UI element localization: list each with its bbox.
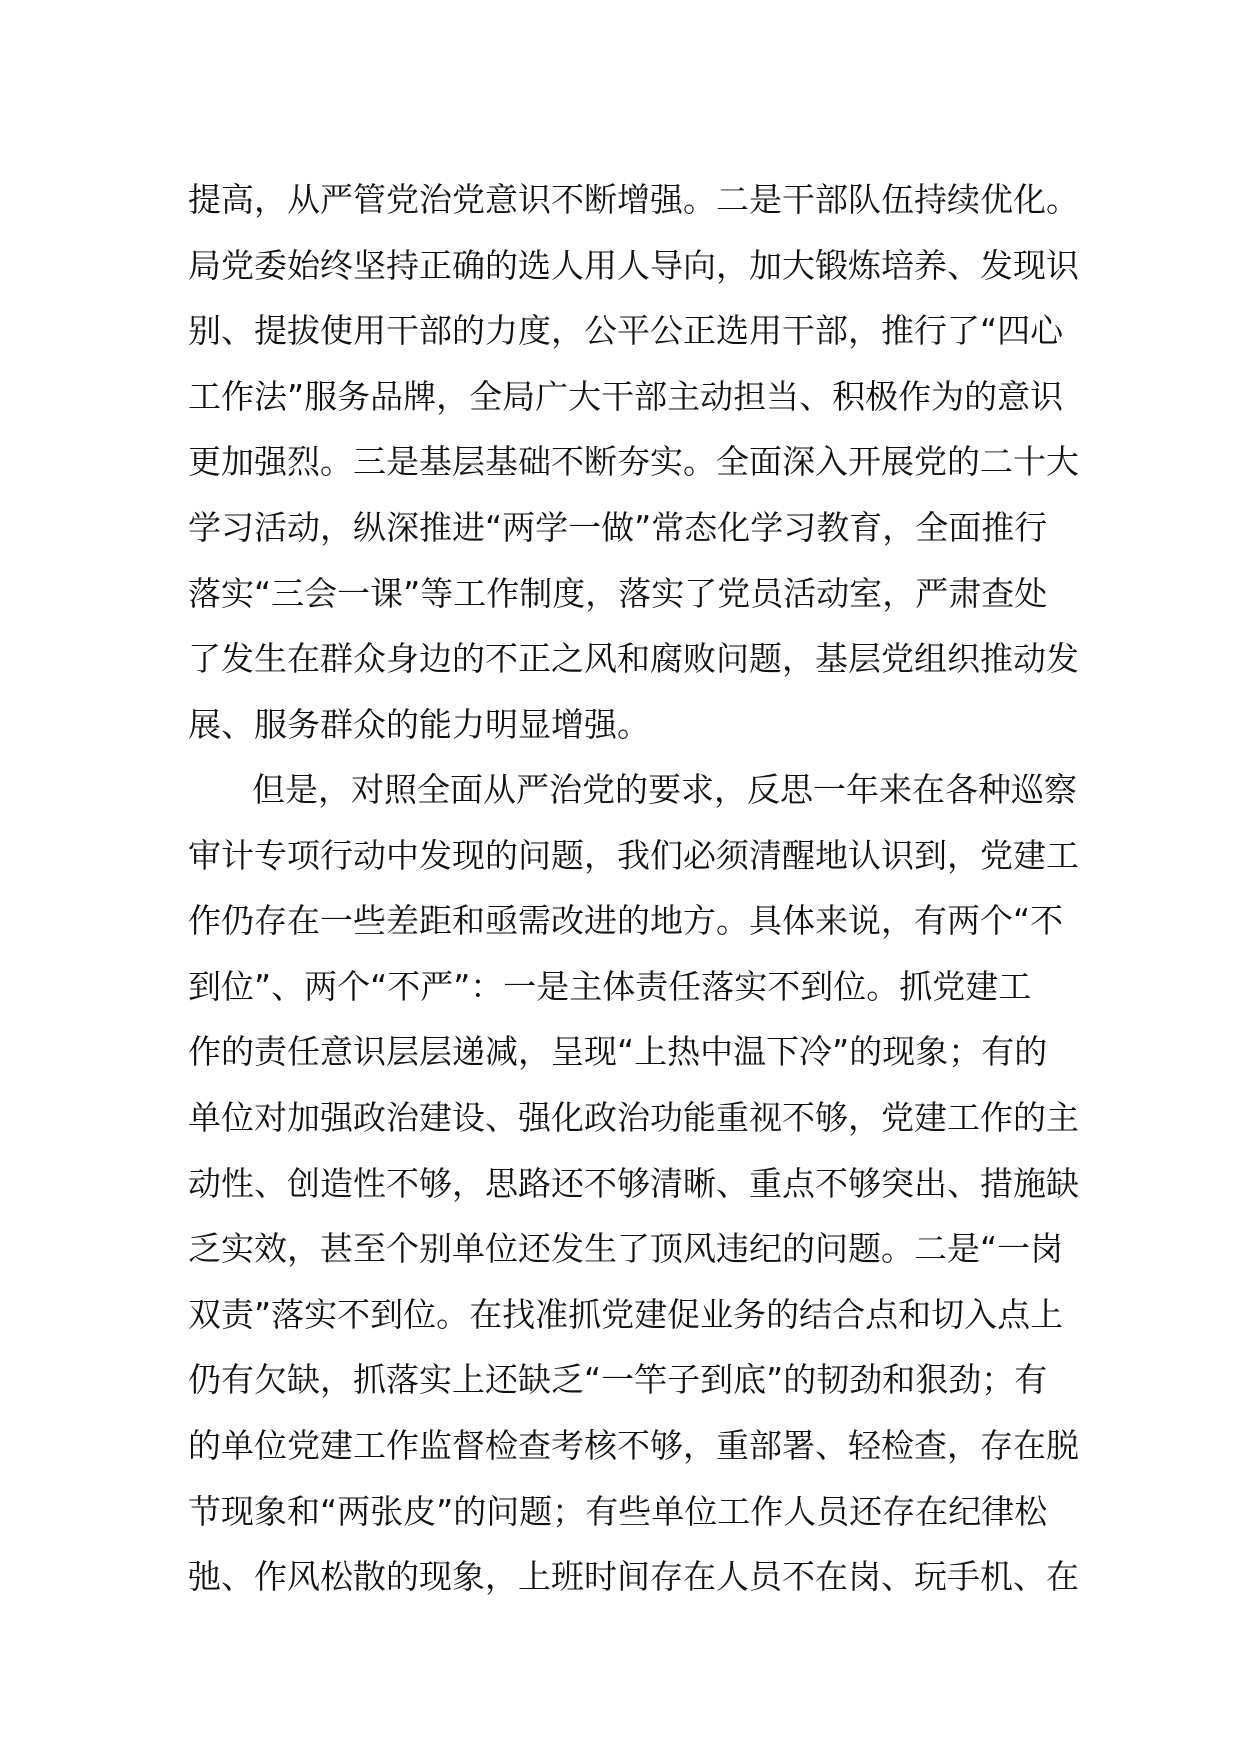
text-line: 作的责任意识层层递减，呈现“上热中温下冷”的现象；有的 xyxy=(188,1032,1048,1072)
text-line: 动性、创造性不够，思路还不够清晰、重点不够突出、措施缺 xyxy=(188,1163,1079,1203)
text-line: 作仍存在一些差距和亟需改进的地方。具体来说，有两个“不 xyxy=(188,901,1064,941)
text-line: 落实“三会一课”等工作制度，落实了党员活动室，严肃查处 xyxy=(188,573,1048,613)
text-line: 的单位党建工作监督检查考核不够，重部署、轻检查，存在脱 xyxy=(188,1425,1079,1465)
text-line: 展、服务群众的能力明显增强。 xyxy=(188,704,650,744)
text-line-first-indented: 但是，对照全面从严治党的要求，反思一年来在各种巡察 xyxy=(252,770,1077,809)
text-line: 学习活动，纵深推进“两学一做”常态化学习教育，全面推行 xyxy=(188,507,1048,547)
text-line: 仍有欠缺，抓落实上还缺乏“一竿子到底”的韧劲和狠劲；有 xyxy=(188,1360,1048,1400)
text-line: 局党委始终坚持正确的选人用人导向，加大锻炼培养、发现识 xyxy=(188,245,1079,285)
text-line: 乏实效，甚至个别单位还发生了顶风违纪的问题。二是“一岗 xyxy=(188,1229,1064,1269)
text-line: 弛、作风松散的现象，上班时间存在人员不在岗、玩手机、在 xyxy=(188,1557,1079,1597)
text-line: 工作法”服务品牌，全局广大干部主动担当、积极作为的意识 xyxy=(188,376,1064,416)
paragraph-continuation xyxy=(188,167,1079,757)
text-line: 双责”落实不到位。在找准抓党建促业务的结合点和切入点上 xyxy=(188,1294,1064,1334)
text-line: 别、提拔使用干部的力度，公平公正选用干部，推行了“四心 xyxy=(188,311,1064,351)
text-line: 提高，从严管党治党意识不断增强。二是干部队伍持续优化。 xyxy=(188,180,1079,219)
text-line: 了发生在群众身边的不正之风和腐败问题，基层党组织推动发 xyxy=(188,639,1079,679)
text-line: 到位”、两个“不严”：一是主体责任落实不到位。抓党建工 xyxy=(188,966,1032,1006)
text-line: 单位对加强政治建设、强化政治功能重视不够，党建工作的主 xyxy=(188,1097,1079,1137)
text-line: 审计专项行动中发现的问题，我们必须清醒地认识到，党建工 xyxy=(188,835,1079,875)
text-line: 节现象和“两张皮”的问题；有些单位工作人员还存在纪律松 xyxy=(188,1491,1048,1531)
text-line: 更加强烈。三是基层基础不断夯实。全面深入开展党的二十大 xyxy=(188,442,1079,482)
paragraph-problems xyxy=(188,757,1079,1610)
